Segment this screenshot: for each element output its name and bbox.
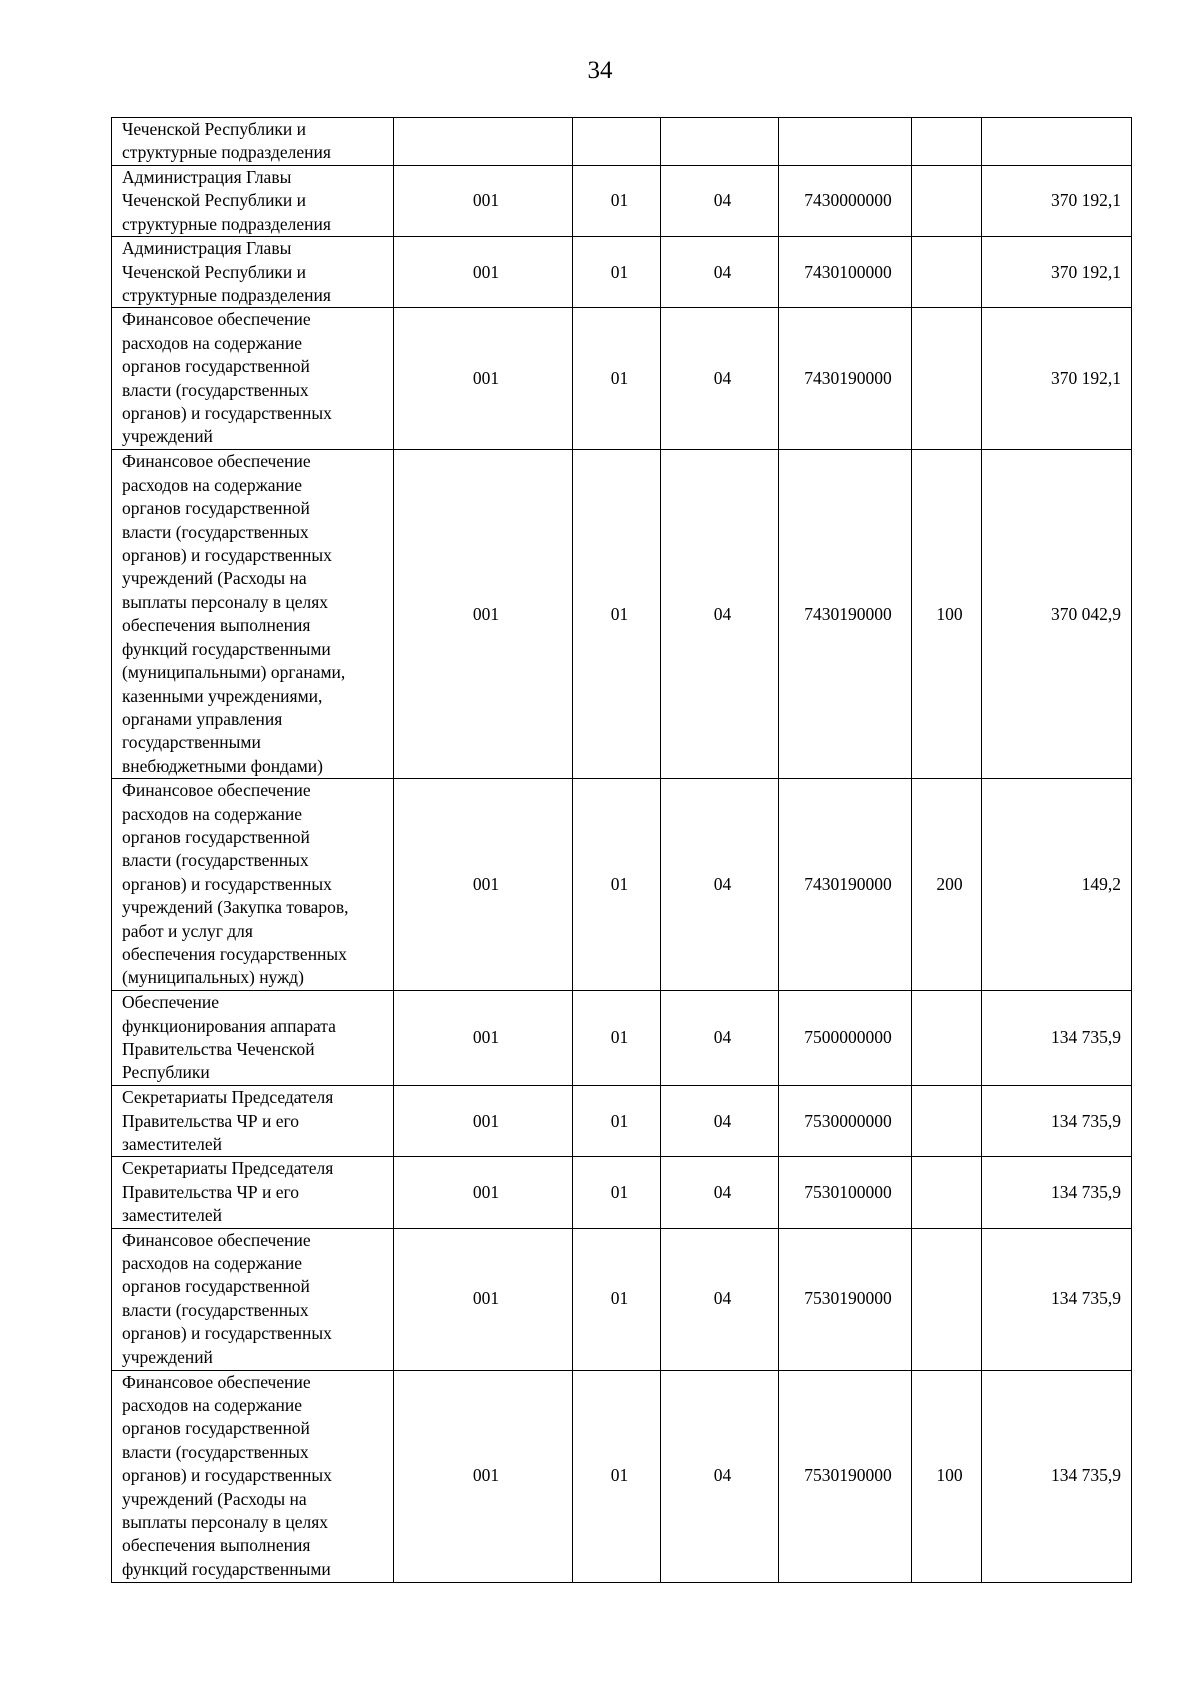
sum-cell: 134 735,9 (982, 991, 1132, 1086)
target-article-cell: 7430190000 (779, 308, 912, 450)
row-name-cell: Финансовое обеспечение расходов на содержание органов государственной власти (государственных органов) и государственных учреждений (Расходы на выплаты персоналу в целях обеспечения выполнения функций государственными (муниципальными) органами, казенными учреждениями, органами управления государственными внебюджетными фондами) (112, 450, 394, 779)
row-name-cell: Финансовое обеспечение расходов на содержание органов государственной власти (государственных органов) и государственных учреждений (112, 1228, 394, 1370)
target-article-cell: 7500000000 (779, 991, 912, 1086)
budget-table-body (112, 118, 1132, 1583)
subsection-cell: 04 (661, 991, 779, 1086)
grbs-cell: 001 (394, 991, 573, 1086)
expense-type-cell (912, 237, 982, 308)
table-row (112, 118, 1132, 166)
section-cell: 01 (573, 166, 661, 237)
table-row (112, 1086, 1132, 1157)
table-row (112, 779, 1132, 991)
sum-cell: 134 735,9 (982, 1086, 1132, 1157)
section-cell: 01 (573, 1157, 661, 1228)
sum-cell (982, 118, 1132, 166)
expense-type-cell: 100 (912, 450, 982, 779)
subsection-cell: 04 (661, 1086, 779, 1157)
table-row (112, 991, 1132, 1086)
sum-cell: 370 042,9 (982, 450, 1132, 779)
table-row (112, 237, 1132, 308)
table-row (112, 1228, 1132, 1370)
row-name-cell: Финансовое обеспечение расходов на содержание органов государственной власти (государственных органов) и государственных учреждений (112, 308, 394, 450)
section-cell: 01 (573, 1370, 661, 1582)
section-cell: 01 (573, 991, 661, 1086)
target-article-cell: 7430190000 (779, 779, 912, 991)
sum-cell: 134 735,9 (982, 1370, 1132, 1582)
table-row (112, 450, 1132, 779)
table-row (112, 166, 1132, 237)
section-cell: 01 (573, 450, 661, 779)
row-name-cell: Администрация Главы Чеченской Республики и структурные подразделения (112, 237, 394, 308)
grbs-cell: 001 (394, 237, 573, 308)
section-cell: 01 (573, 1086, 661, 1157)
expense-type-cell (912, 118, 982, 166)
expense-type-cell (912, 991, 982, 1086)
row-name-cell: Обеспечение функционирования аппарата Правительства Чеченской Республики (112, 991, 394, 1086)
section-cell: 01 (573, 237, 661, 308)
target-article-cell: 7530190000 (779, 1370, 912, 1582)
target-article-cell: 7430190000 (779, 450, 912, 779)
subsection-cell: 04 (661, 166, 779, 237)
sum-cell: 134 735,9 (982, 1157, 1132, 1228)
target-article-cell: 7430000000 (779, 166, 912, 237)
grbs-cell: 001 (394, 308, 573, 450)
grbs-cell: 001 (394, 1228, 573, 1370)
subsection-cell: 04 (661, 308, 779, 450)
expense-type-cell: 200 (912, 779, 982, 991)
subsection-cell: 04 (661, 237, 779, 308)
table-row (112, 1157, 1132, 1228)
subsection-cell: 04 (661, 450, 779, 779)
section-cell: 01 (573, 779, 661, 991)
target-article-cell (779, 118, 912, 166)
expense-type-cell (912, 1086, 982, 1157)
sum-cell: 370 192,1 (982, 308, 1132, 450)
section-cell: 01 (573, 308, 661, 450)
section-cell (573, 118, 661, 166)
row-name-cell: Финансовое обеспечение расходов на содержание органов государственной власти (государственных органов) и государственных учреждений (Расходы на выплаты персоналу в целях обеспечения выполнения функций государственными (112, 1370, 394, 1582)
budget-table (111, 117, 1132, 1583)
grbs-cell: 001 (394, 779, 573, 991)
target-article-cell: 7530100000 (779, 1157, 912, 1228)
row-name-cell: Администрация Главы Чеченской Республики и структурные подразделения (112, 166, 394, 237)
expense-type-cell: 100 (912, 1370, 982, 1582)
row-name-cell: Секретариаты Председателя Правительства ЧР и его заместителей (112, 1086, 394, 1157)
row-name-cell: Секретариаты Председателя Правительства ЧР и его заместителей (112, 1157, 394, 1228)
subsection-cell: 04 (661, 1370, 779, 1582)
subsection-cell: 04 (661, 1228, 779, 1370)
sum-cell: 370 192,1 (982, 166, 1132, 237)
target-article-cell: 7430100000 (779, 237, 912, 308)
expense-type-cell (912, 1157, 982, 1228)
grbs-cell: 001 (394, 1370, 573, 1582)
target-article-cell: 7530190000 (779, 1228, 912, 1370)
target-article-cell: 7530000000 (779, 1086, 912, 1157)
grbs-cell: 001 (394, 1086, 573, 1157)
table-row (112, 308, 1132, 450)
grbs-cell: 001 (394, 450, 573, 779)
page-number: 34 (587, 57, 613, 84)
sum-cell: 134 735,9 (982, 1228, 1132, 1370)
grbs-cell (394, 118, 573, 166)
sum-cell: 149,2 (982, 779, 1132, 991)
subsection-cell: 04 (661, 1157, 779, 1228)
table-row (112, 1370, 1132, 1582)
grbs-cell: 001 (394, 166, 573, 237)
expense-type-cell (912, 166, 982, 237)
section-cell: 01 (573, 1228, 661, 1370)
expense-type-cell (912, 308, 982, 450)
expense-type-cell (912, 1228, 982, 1370)
grbs-cell: 001 (394, 1157, 573, 1228)
subsection-cell: 04 (661, 779, 779, 991)
subsection-cell (661, 118, 779, 166)
sum-cell: 370 192,1 (982, 237, 1132, 308)
row-name-cell: Чеченской Республики и структурные подразделения (112, 118, 394, 166)
row-name-cell: Финансовое обеспечение расходов на содержание органов государственной власти (государственных органов) и государственных учреждений (Закупка товаров, работ и услуг для обеспечения государственных (муниципальных) нужд) (112, 779, 394, 991)
